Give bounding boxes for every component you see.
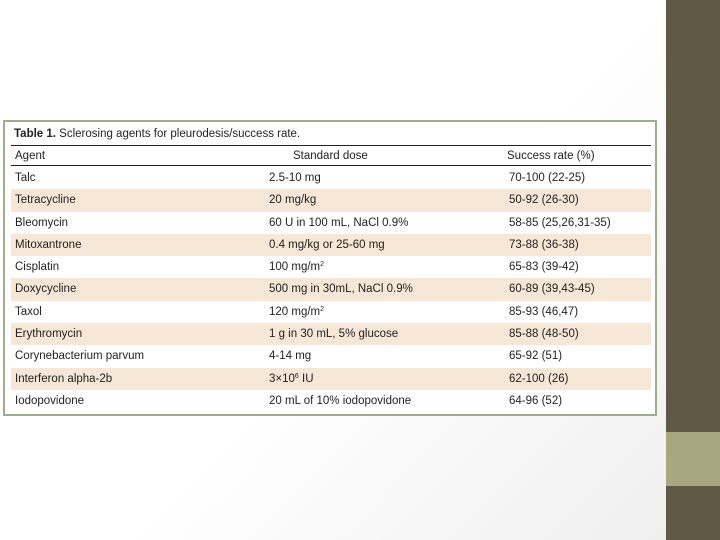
- cell-agent: Taxol: [15, 305, 42, 318]
- table-row: [11, 189, 651, 211]
- header-dose: Standard dose: [293, 150, 368, 162]
- cell-dose-main: 1 g in 30 mL, 5% glucose: [269, 328, 399, 341]
- cell-rate: 50-92 (26-30): [509, 194, 579, 207]
- cell-dose-main: 60 U in 100 mL, NaCl 0.9%: [269, 216, 409, 229]
- cell-agent: Mitoxantrone: [15, 238, 82, 251]
- cell-dose-main: 120 mg/m: [269, 305, 321, 318]
- cell-dose: [269, 328, 398, 340]
- cell-dose: [269, 283, 413, 295]
- cell-dose: [269, 261, 324, 273]
- table-row: [11, 278, 651, 300]
- cell-rate: 65-83 (39-42): [509, 261, 579, 274]
- cell-dose: [269, 373, 314, 385]
- table-title-label: Table 1.: [14, 128, 56, 140]
- cell-dose-main: 20 mL of 10% iodopovidone: [269, 394, 412, 407]
- cell-agent: Bleomycin: [15, 216, 69, 229]
- table-row: [11, 256, 651, 278]
- table-row: [11, 368, 651, 390]
- cell-agent: Iodopovidone: [15, 394, 85, 407]
- cell-agent: Erythromycin: [15, 328, 83, 341]
- cell-rate: 62-100 (26): [509, 372, 569, 385]
- header-agent: Agent: [15, 150, 46, 162]
- cell-rate: 85-93 (46,47): [509, 305, 579, 318]
- cell-dose: [269, 217, 408, 229]
- cell-dose-main: 4-14 mg: [269, 350, 312, 363]
- header-rate: Success rate (%): [507, 150, 595, 162]
- cell-rate: 65-92 (51): [509, 350, 563, 363]
- cell-dose: [269, 306, 324, 318]
- table-frame: [3, 120, 657, 416]
- cell-rate: 85-88 (48-50): [509, 328, 579, 341]
- cell-dose-superscript: 2: [320, 305, 325, 313]
- cell-dose-main: 2.5-10 mg: [269, 172, 321, 184]
- side-bar-bottom: [666, 486, 720, 540]
- table-row: [11, 390, 651, 412]
- table-title: [14, 128, 300, 140]
- cell-dose: [269, 239, 385, 251]
- cell-dose-superscript: 6: [294, 372, 299, 380]
- cell-rate: 73-88 (36-38): [509, 238, 579, 251]
- cell-dose-main: 20 mg/kg: [269, 194, 317, 207]
- table-row: [11, 301, 651, 323]
- cell-agent: Talc: [15, 172, 36, 184]
- header-bottom-rule: [11, 165, 651, 166]
- side-bar-dark: [666, 0, 720, 432]
- cell-agent: Doxycycline: [15, 283, 77, 296]
- side-bar-light: [666, 432, 720, 486]
- cell-rate: 70-100 (22-25): [509, 172, 586, 184]
- cell-dose: [269, 194, 316, 206]
- cell-dose: [269, 395, 411, 407]
- cell-rate: 58-85 (25,26,31-35): [509, 216, 611, 229]
- cell-dose: [269, 350, 311, 362]
- header-top-rule: [11, 145, 651, 146]
- table-row: [11, 167, 651, 189]
- cell-dose-main: 0.4 mg/kg or 25-60 mg: [269, 238, 385, 251]
- cell-agent: Interferon alpha-2b: [15, 372, 113, 385]
- table-row: [11, 323, 651, 345]
- table-row: [11, 234, 651, 256]
- cell-rate: 64-96 (52): [509, 394, 563, 407]
- table-row: [11, 212, 651, 234]
- cell-dose-main: 3×10: [269, 372, 295, 385]
- table-title-text: Sclerosing agents for pleurodesis/success rate.: [55, 128, 301, 140]
- table-body: [11, 167, 651, 412]
- cell-dose-superscript: 2: [320, 261, 325, 269]
- cell-rate: 60-89 (39,43-45): [509, 283, 595, 296]
- cell-agent: Tetracycline: [15, 194, 76, 207]
- cell-dose: [269, 172, 321, 184]
- cell-dose-main: 500 mg in 30mL, NaCl 0.9%: [269, 283, 413, 296]
- table-row: [11, 345, 651, 367]
- cell-agent: Corynebacterium parvum: [15, 350, 145, 363]
- cell-agent: Cisplatin: [15, 261, 60, 274]
- cell-dose-unit: IU: [298, 372, 314, 385]
- cell-dose-main: 100 mg/m: [269, 261, 321, 274]
